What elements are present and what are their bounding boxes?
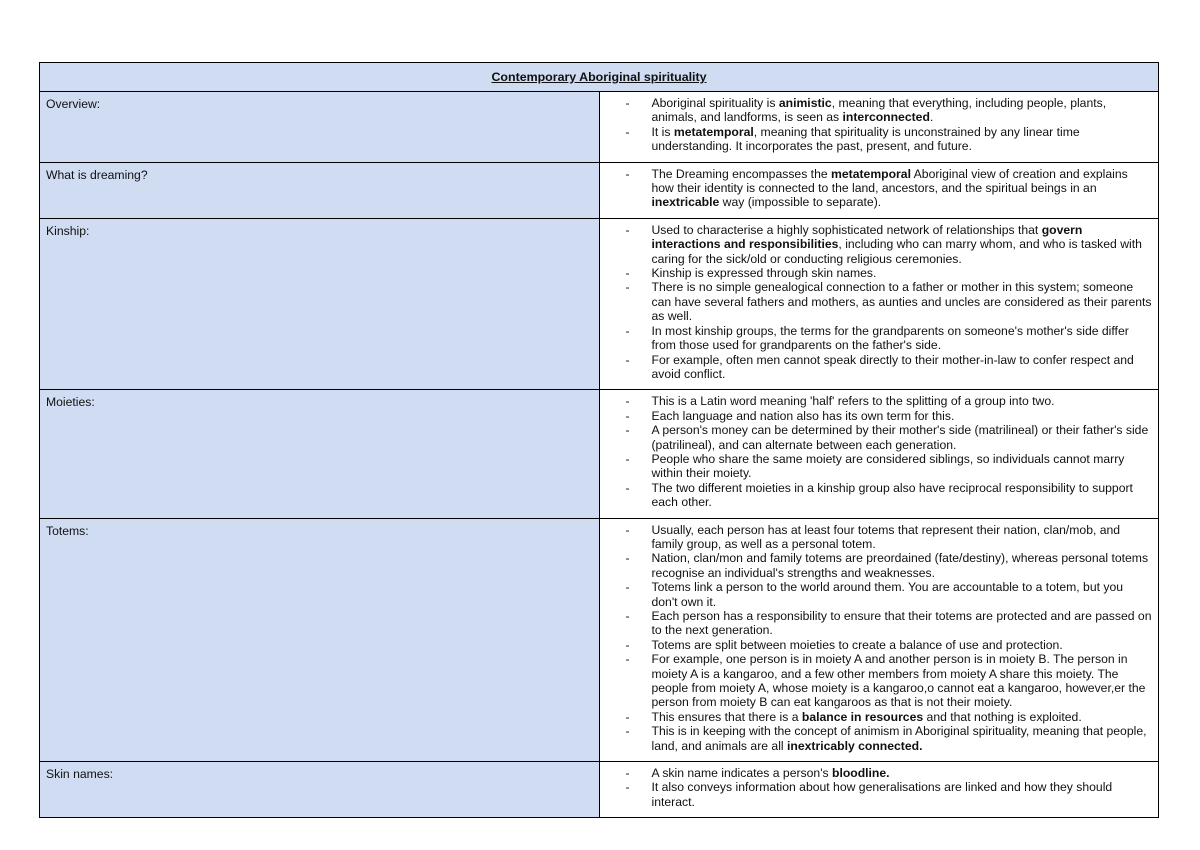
text-run: Aboriginal view of creation and explains how their identity is connected to the land, ancestors, and the spiritual beings in an [651, 166, 1128, 196]
list-item [612, 724, 1153, 753]
table-row [40, 218, 1159, 389]
list-item [612, 409, 1153, 423]
list-item [612, 766, 1153, 780]
dash-bullet-icon: - [625, 124, 630, 139]
table-title: Contemporary Aboriginal spirituality [40, 63, 1159, 92]
text-run: Aboriginal spirituality is [651, 96, 779, 110]
document-page [39, 62, 1159, 818]
bold-term: metatemporal [673, 124, 754, 139]
list-item [612, 452, 1153, 481]
text-run: There is no simple genealogical connection to a father or mother in this system; someone can have several fathers and mothers, as aunties and uncles are considered as their parents as well. [651, 280, 1152, 324]
text-run: Nation, clan/mon and family totems are preordained (fate/destiny), whereas personal totems recognise an individual's strengths and weaknesses. [651, 551, 1149, 580]
row-content [599, 762, 1159, 818]
row-label: What is dreaming? [40, 162, 600, 218]
list-item [612, 125, 1153, 154]
text-run: It also conveys information about how generalisations are linked and how they should interact. [651, 780, 1113, 809]
dash-bullet-icon: - [625, 522, 630, 537]
list-item [612, 652, 1153, 710]
bold-term: metatemporal [831, 166, 911, 181]
dash-bullet-icon: - [625, 423, 630, 438]
text-run: This is a Latin word meaning 'half' refers to the splitting of a group into two. [651, 394, 1055, 409]
bold-term: interconnected [842, 110, 930, 125]
dash-bullet-icon: - [625, 222, 630, 237]
text-run: A skin name indicates a person's [651, 766, 832, 781]
dash-bullet-icon: - [625, 408, 630, 423]
list-item [612, 638, 1153, 652]
text-run: , including who can marry whom, and who is tasked with caring for the sick/old or conducting religious ceremonies. [651, 237, 1142, 266]
list-item [612, 780, 1153, 809]
row-content [599, 92, 1159, 163]
notes-table [39, 62, 1159, 818]
text-run: This is in keeping with the concept of animism in Aboriginal spirituality, meaning that people, land, and animals are all [651, 724, 1147, 753]
table-row [40, 92, 1159, 163]
list-item [612, 394, 1153, 408]
dash-bullet-icon: - [625, 551, 630, 566]
dash-bullet-icon: - [625, 323, 630, 338]
text-run: In most kinship groups, the terms for the grandparents on someone's mother's side differ from those used for grandparents on the father's side. [651, 323, 1129, 353]
row-label: Skin names: [40, 762, 600, 818]
list-item [612, 96, 1153, 125]
list-item [612, 223, 1153, 266]
bullet-list [612, 394, 1153, 509]
row-content [599, 390, 1159, 518]
text-run: Usually, each person has at least four totems that represent their nation, clan/mob, and family group, as well as a personal totem. [651, 522, 1121, 551]
list-item [612, 551, 1153, 580]
dash-bullet-icon: - [625, 352, 630, 367]
bullet-list [612, 523, 1153, 754]
row-content [599, 162, 1159, 218]
text-run: Each language and nation also has its own term for this. [651, 408, 955, 423]
bullet-list [612, 223, 1153, 381]
dash-bullet-icon: - [625, 480, 630, 495]
dash-bullet-icon: - [625, 709, 630, 724]
bold-term: inextricably connected. [787, 738, 923, 753]
row-content [599, 218, 1159, 389]
bullet-list [612, 766, 1153, 809]
bold-term: bloodline. [832, 766, 890, 781]
text-run: A person's money can be determined by their mother's side (matrilineal) or their father's side (patrilineal), and can alternate between each generation. [651, 423, 1149, 452]
text-run: and that nothing is exploited. [923, 709, 1082, 724]
list-item [612, 353, 1153, 382]
dash-bullet-icon: - [625, 280, 630, 295]
row-label: Totems: [40, 518, 600, 762]
text-run: way (impossible to separate). [719, 195, 882, 210]
list-item [612, 609, 1153, 638]
dash-bullet-icon: - [625, 780, 630, 795]
dash-bullet-icon: - [625, 609, 630, 623]
list-item [612, 423, 1153, 452]
bold-term: balance in resources [801, 709, 924, 724]
text-run: For example, one person is in moiety A and another person is in moiety B. The person in moiety A is a kangaroo, and a few other members from moiety A share this moiety. The people from moiety A, whose moiety is a kangaroo,o cannot eat a kangaroo, however,er the person from moiety B can eat kangaroos as that is not their moiety. [651, 652, 1146, 710]
text-run: The Dreaming encompasses the [651, 166, 832, 181]
dash-bullet-icon: - [625, 637, 630, 652]
text-run: Totems are split between moieties to create a balance of use and protection. [651, 637, 1063, 652]
dash-bullet-icon: - [625, 724, 630, 739]
dash-bullet-icon: - [625, 394, 630, 409]
dash-bullet-icon: - [625, 96, 630, 110]
list-item [612, 324, 1153, 353]
table-row [40, 390, 1159, 518]
list-item [612, 523, 1153, 552]
bold-term: animistic [778, 96, 832, 110]
text-run: For example, often men cannot speak directly to their mother-in-law to confer respect and avoid conflict. [651, 352, 1134, 381]
list-item [612, 167, 1153, 210]
list-item [612, 580, 1153, 609]
row-label: Overview: [40, 92, 600, 163]
table-row [40, 518, 1159, 762]
table-row [40, 762, 1159, 818]
dash-bullet-icon: - [625, 580, 630, 595]
row-label: Moieties: [40, 390, 600, 518]
bold-term: inextricable [651, 195, 720, 210]
dash-bullet-icon: - [625, 266, 630, 281]
dash-bullet-icon: - [625, 652, 630, 667]
list-item [612, 481, 1153, 510]
row-label: Kinship: [40, 218, 600, 389]
dash-bullet-icon: - [625, 451, 630, 466]
text-run: Each person has a responsibility to ensure that their totems are protected and are passed on to the next generation. [651, 609, 1152, 638]
title-row [40, 63, 1159, 92]
row-content [599, 518, 1159, 762]
table-row [40, 162, 1159, 218]
dash-bullet-icon: - [625, 166, 630, 181]
text-run: Used to characterise a highly sophisticated network of relationships that [651, 222, 1042, 237]
text-run: , meaning that spirituality is unconstrained by any linear time understanding. It incorporates the past, present, and future. [651, 124, 1080, 154]
text-run: This ensures that there is a [651, 709, 802, 724]
bullet-list [612, 96, 1153, 154]
text-run: It is [651, 124, 674, 139]
text-run: People who share the same moiety are considered siblings, so individuals cannot marry within their moiety. [651, 451, 1125, 481]
list-item [612, 280, 1153, 323]
bold-term: govern interactions and responsibilities [651, 222, 1083, 252]
text-run: , meaning that everything, including people, plants, animals, and landforms, is seen as [651, 96, 1107, 125]
text-run: Totems link a person to the world around them. You are accountable to a totem, but you don't own it. [651, 580, 1124, 609]
list-item [612, 266, 1153, 280]
text-run: Kinship is expressed through skin names. [651, 266, 877, 281]
text-run: The two different moieties in a kinship group also have reciprocal responsibility to support each other. [651, 480, 1133, 510]
text-run: . [929, 110, 934, 125]
bullet-list [612, 167, 1153, 210]
dash-bullet-icon: - [625, 766, 630, 781]
list-item [612, 710, 1153, 724]
